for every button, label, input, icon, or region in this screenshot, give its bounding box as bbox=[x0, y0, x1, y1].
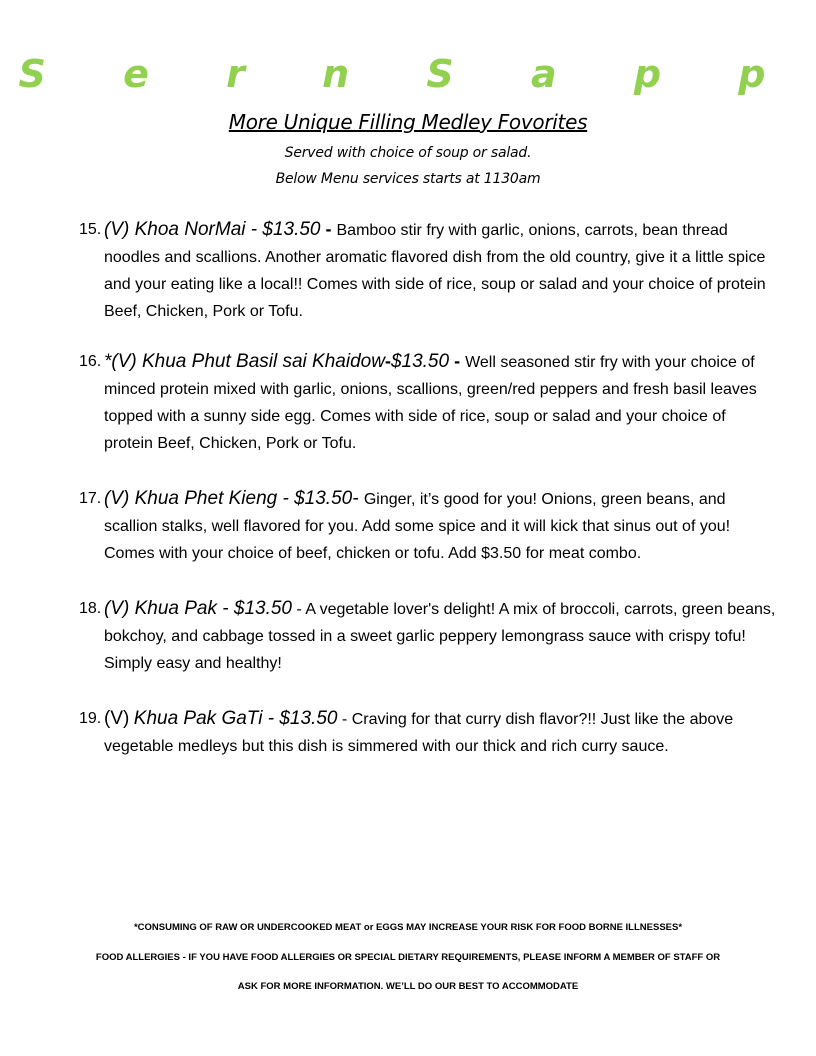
menu-item-list bbox=[79, 216, 779, 760]
menu-item bbox=[79, 216, 779, 325]
raw-food-warning: *CONSUMING OF RAW OR UNDERCOOKED MEAT or EGGS MAY INCREASE YOUR RISK FOR FOOD BORNE ILLNESSES* bbox=[133, 922, 683, 933]
menu-item bbox=[79, 705, 779, 760]
menu-item-separator: - bbox=[337, 711, 352, 728]
menu-section-title: More Unique Filling Medley Fovorites bbox=[228, 110, 588, 134]
menu-item-number: 15. bbox=[79, 221, 102, 238]
menu-item-number: 17. bbox=[79, 490, 102, 507]
allergy-notice-continued: ASK FOR MORE INFORMATION. WE’LL DO OUR BEST TO ACCOMMODATE bbox=[237, 981, 579, 992]
menu-item-description: Ginger, it’s good for you! Onions, green beans, and scallion stalks, well flavored for you. Add some spice and it will kick that sinus out of you! Comes with your choice of beef, chicken or tofu. Add $3.50 for meat combo. bbox=[104, 491, 731, 562]
menu-item-number: 18. bbox=[79, 600, 102, 617]
menu-item bbox=[79, 485, 779, 567]
menu-item-description: Well seasoned stir fry with your choice of minced protein mixed with garlic, onions, scallions, green/red peppers and fresh basil leaves topped with a sunny side egg. Comes with side of rice, soup or salad and your choice of protein Beef, Chicken, Pork or Tofu. bbox=[104, 354, 757, 452]
menu-item-separator: - bbox=[449, 351, 466, 371]
menu-item-separator: - bbox=[292, 601, 306, 618]
menu-item-separator: - bbox=[384, 351, 391, 371]
menu-item-number: 19. bbox=[79, 710, 102, 727]
menu-note-service-time: Below Menu services starts at 1130am bbox=[275, 171, 541, 187]
allergy-notice: FOOD ALLERGIES - IF YOU HAVE FOOD ALLERGIES OR SPECIAL DIETARY REQUIREMENTS, PLEASE INFORM A MEMBER OF STAFF OR bbox=[95, 952, 721, 963]
menu-item bbox=[79, 595, 779, 677]
menu-item bbox=[79, 348, 779, 457]
menu-item-description: Bamboo stir fry with garlic, onions, carrots, bean thread noodles and scallions. Another aromatic flavored dish from the old country, give it a little spice and your eating like a local!! Comes with side of rice, soup or salad and your choice of protein Beef, Chicken, Pork or Tofu. bbox=[104, 222, 766, 320]
menu-item-separator: - bbox=[352, 488, 364, 509]
menu-item-name: (V) Khoa NorMai - $13.50 bbox=[104, 219, 321, 240]
menu-item-name: (V) Khua Pak - $13.50 bbox=[104, 598, 292, 619]
menu-item-description: A vegetable lover's delight! A mix of broccoli, carrots, green beans, bokchoy, and cabbage tossed in a sweet garlic peppery lemongrass sauce with crispy tofu! Simply easy and healthy! bbox=[104, 601, 776, 672]
menu-item-vegetarian-tag: (V) bbox=[104, 708, 130, 729]
menu-item-price: $13.50 bbox=[390, 351, 450, 372]
menu-item-name: *(V) Khua Phut Basil sai Khaidow bbox=[104, 351, 385, 372]
menu-item-description: Craving for that curry dish flavor?!! Just like the above vegetable medleys but this dish is simmered with our thick and rich curry sauce. bbox=[104, 711, 734, 755]
menu-item-separator: - bbox=[320, 219, 337, 239]
menu-item-name: (V) Khua Phet Kieng - $13.50 bbox=[104, 488, 353, 509]
restaurant-name: S e r n S a p p bbox=[18, 52, 798, 96]
menu-note-soup-salad: Served with choice of soup or salad. bbox=[284, 145, 532, 161]
menu-item-number: 16. bbox=[79, 353, 102, 370]
menu-item-name: Khua Pak GaTi - $13.50 bbox=[133, 708, 338, 729]
